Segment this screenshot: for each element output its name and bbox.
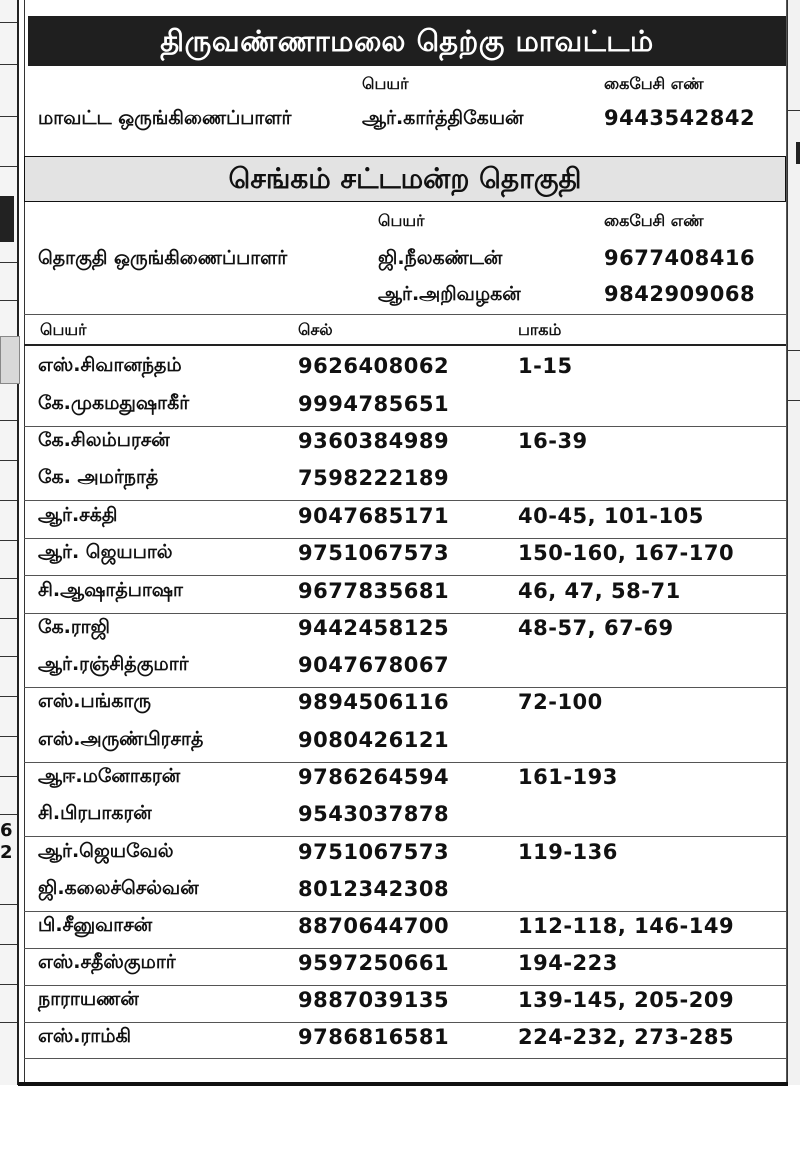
margin-fragment: 6 [0, 820, 13, 841]
margin-tick [0, 64, 17, 65]
row-name: கே.ராஜி [38, 616, 110, 638]
table-top-rule [24, 314, 786, 315]
row-name: சி.பிரபாகரன் [38, 802, 152, 824]
row-cell: 9442458125 [298, 616, 450, 640]
row-group-rule [24, 836, 786, 837]
left-column-rule [17, 0, 19, 1085]
row-cell: 8012342308 [298, 877, 450, 901]
row-group-rule [24, 762, 786, 763]
margin-tick [0, 656, 17, 657]
margin-tick [0, 578, 17, 579]
row-group-rule [24, 948, 786, 949]
row-cell: 9047685171 [298, 504, 450, 528]
margin-tick [0, 944, 17, 945]
margin-tick [0, 984, 17, 985]
row-group-rule [24, 538, 786, 539]
margin-tick [788, 350, 800, 351]
column-header-cell: செல் [298, 320, 333, 339]
row-name: ஆஈ.மனோகரன் [38, 765, 181, 787]
margin-tick [0, 618, 17, 619]
constituency-role: தொகுதி ஒருங்கிணைப்பாளர் [38, 247, 288, 269]
margin-tick [788, 110, 800, 111]
row-part: 16-39 [518, 429, 588, 453]
margin-block [796, 142, 800, 164]
district-role: மாவட்ட ஒருங்கிணைப்பாளர் [38, 107, 292, 129]
margin-tick [0, 116, 17, 117]
row-name: ஆர்.ஜெயவேல் [38, 840, 174, 862]
margin-tick [0, 300, 17, 301]
row-name: கே.சிலம்பரசன் [38, 429, 170, 451]
constituency-coordinator-phone: 9842909068 [604, 282, 756, 306]
row-part: 224-232, 273-285 [518, 1025, 735, 1049]
row-cell: 9543037878 [298, 802, 450, 826]
column-header-name: பெயர் [40, 320, 87, 339]
district-header-name: பெயர் [362, 74, 409, 93]
row-name: எஸ்.சதீஸ்குமார் [38, 951, 176, 973]
row-part: 1-15 [518, 354, 573, 378]
row-name: ஜி.கலைச்செல்வன் [38, 877, 199, 899]
district-header-phone: கைபேசி எண் [604, 74, 704, 93]
row-cell: 9786816581 [298, 1025, 450, 1049]
row-part: 48-57, 67-69 [518, 616, 674, 640]
row-part: 46, 47, 58-71 [518, 579, 681, 603]
row-cell: 9677835681 [298, 579, 450, 603]
row-name: நாராயணன் [38, 988, 139, 1010]
row-part: 40-45, 101-105 [518, 504, 704, 528]
row-part: 139-145, 205-209 [518, 988, 735, 1012]
margin-tick [788, 400, 800, 401]
row-part: 194-223 [518, 951, 618, 975]
margin-tick [0, 166, 17, 167]
constituency-coordinator-phone: 9677408416 [604, 246, 756, 270]
margin-block [0, 196, 14, 242]
margin-tick [0, 22, 17, 23]
margin-tick [0, 500, 17, 501]
row-cell: 9360384989 [298, 429, 450, 453]
row-name: கே.முகமதுஷாகீர் [38, 392, 190, 414]
margin-tick [0, 460, 17, 461]
constituency-coordinator-name: ஜி.நீலகண்டன் [378, 247, 503, 269]
row-cell: 9887039135 [298, 988, 450, 1012]
row-part: 119-136 [518, 840, 618, 864]
row-name: எஸ்.பங்காரு [38, 690, 151, 712]
row-part: 161-193 [518, 765, 618, 789]
row-name: எஸ்.சிவானந்தம் [38, 354, 182, 376]
row-cell: 9894506116 [298, 690, 450, 714]
row-group-rule [24, 985, 786, 986]
row-group-rule [24, 500, 786, 501]
district-coordinator-name: ஆர்.கார்த்திகேயன் [362, 107, 524, 129]
row-group-rule [24, 613, 786, 614]
margin-tick [0, 776, 17, 777]
margin-box [0, 336, 20, 384]
constituency-title: செங்கம் சட்டமன்ற தொகுதி [24, 156, 786, 202]
margin-tick [0, 262, 17, 263]
row-cell: 9080426121 [298, 728, 450, 752]
row-cell: 9047678067 [298, 653, 450, 677]
row-group-rule [24, 1022, 786, 1023]
row-cell: 9751067573 [298, 840, 450, 864]
row-cell: 8870644700 [298, 914, 450, 938]
constituency-header-phone: கைபேசி எண் [604, 211, 704, 230]
row-name: கே. அமர்நாத் [38, 466, 159, 488]
row-name: சி.ஆஷாத்பாஷா [38, 579, 183, 601]
constituency-coordinator-name: ஆர்.அறிவழகன் [378, 283, 521, 305]
constituency-header-name: பெயர் [378, 211, 425, 230]
margin-tick [0, 420, 17, 421]
row-part: 112-118, 146-149 [518, 914, 735, 938]
row-name: ஆர். ஜெயபால் [38, 541, 173, 563]
margin-tick [0, 1022, 17, 1023]
margin-tick [0, 540, 17, 541]
margin-tick [0, 696, 17, 697]
row-cell: 9597250661 [298, 951, 450, 975]
margin-tick [0, 736, 17, 737]
row-cell: 7598222189 [298, 466, 450, 490]
row-cell: 9626408062 [298, 354, 450, 378]
margin-fragment: 2 [0, 842, 13, 863]
row-part: 72-100 [518, 690, 603, 714]
column-header-part: பாகம் [518, 320, 562, 339]
row-name: பி.சீனுவாசன் [38, 914, 153, 936]
row-cell: 9751067573 [298, 541, 450, 565]
row-name: எஸ்.அருண்பிரசாத் [38, 728, 204, 750]
row-name: எஸ்.ராம்கி [38, 1025, 132, 1047]
row-group-rule [24, 687, 786, 688]
row-group-rule [24, 426, 786, 427]
row-cell: 9994785651 [298, 392, 450, 416]
district-coordinator-phone: 9443542842 [604, 106, 756, 130]
row-group-rule [24, 575, 786, 576]
left-margin-strip [0, 0, 18, 1085]
margin-tick [0, 814, 17, 815]
row-part: 150-160, 167-170 [518, 541, 735, 565]
margin-tick [0, 904, 17, 905]
row-cell: 9786264594 [298, 765, 450, 789]
row-name: ஆர்.ரஞ்சித்குமார் [38, 653, 189, 675]
row-name: ஆர்.சக்தி [38, 504, 118, 526]
table-bottom-rule [24, 1058, 786, 1059]
row-group-rule [24, 911, 786, 912]
district-title: திருவண்ணாமலை தெற்கு மாவட்டம் [28, 16, 786, 66]
page-bottom-rule [18, 1082, 788, 1086]
table-header-rule [24, 344, 786, 346]
